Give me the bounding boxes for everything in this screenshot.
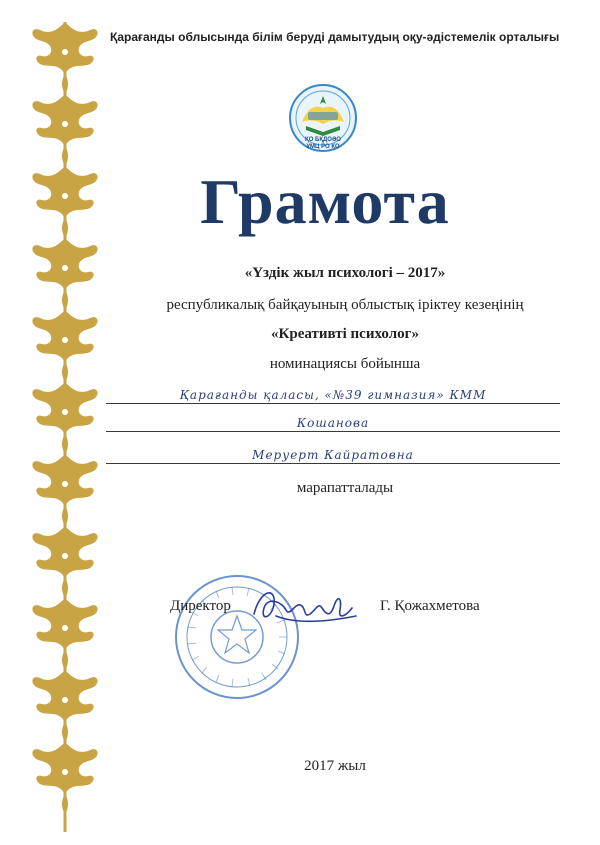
recipient-line-1 xyxy=(106,386,560,406)
rule-line xyxy=(106,463,560,464)
recipient-line-3 xyxy=(106,446,560,466)
recipient-surname: Кошанова xyxy=(296,416,370,430)
logo-caption xyxy=(288,137,358,151)
rule-line xyxy=(106,403,560,404)
recipient-institution: Қарағанды қаласы, «№39 гимназия» КММ xyxy=(179,388,487,402)
certificate-title: Грамота xyxy=(200,166,450,237)
signatory-name: Г. Қожахметова xyxy=(380,598,480,614)
signatory-role: Директор xyxy=(170,598,231,614)
recipient-given-names: Меруерт Кайратовна xyxy=(252,448,414,462)
recipient-line-2 xyxy=(106,414,560,434)
ornament-border xyxy=(28,22,102,832)
logo-caption-line1: ҚО БҚДОӘО xyxy=(305,137,341,143)
awarded-text: марапатталады xyxy=(296,480,394,496)
logo-caption-line2: УМЦ РО КО xyxy=(306,144,340,150)
director-signature xyxy=(246,580,366,630)
nomination-suffix: номинациясы бойынша xyxy=(269,356,421,372)
contest-name: «Үздік жыл психологі – 2017» xyxy=(244,265,446,281)
issuing-organization: Қарағанды облысында білім беруді дамытудың оқу-әдістемелік орталығы xyxy=(110,30,560,44)
issue-year: 2017 жыл xyxy=(304,758,366,774)
contest-stage: республикалық байқауының облыстық іріктеу кезеңінің xyxy=(166,297,524,313)
nomination-name: «Креативті психолог» xyxy=(271,326,419,342)
rule-line xyxy=(106,431,560,432)
